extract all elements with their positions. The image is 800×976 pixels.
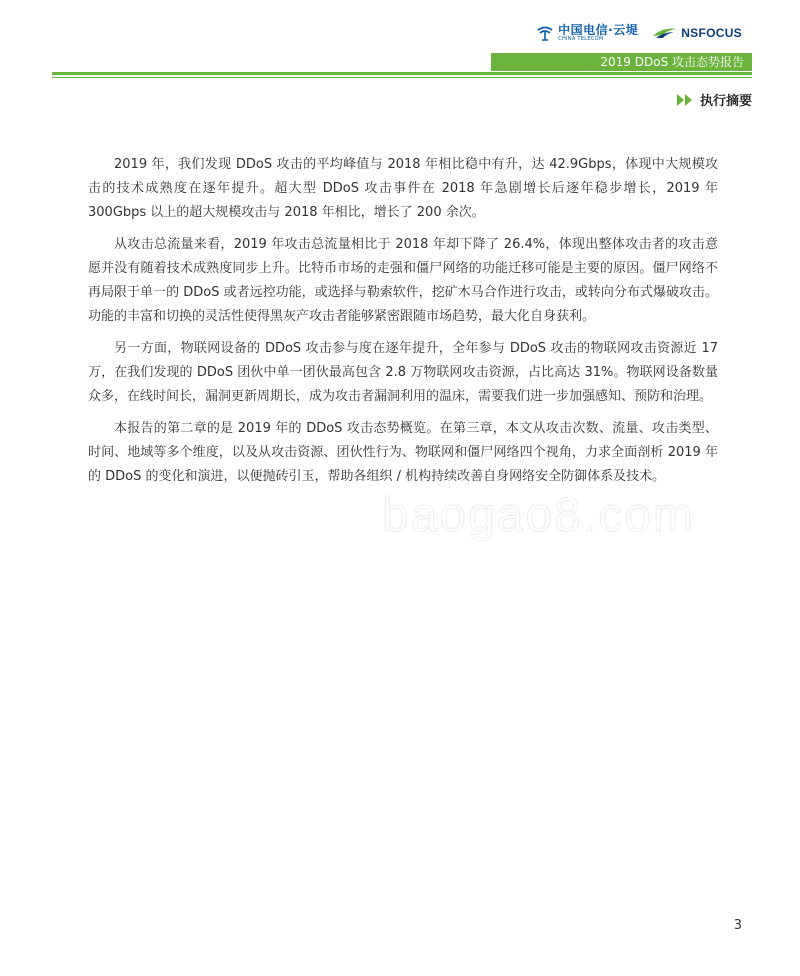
nsfocus-logo [652, 26, 742, 40]
summary-body [88, 153, 718, 497]
header-logos [536, 24, 742, 42]
paragraph-3: 另一方面，物联网设备的 DDoS 攻击参与度在逐年提升，全年参与 DDoS 攻击的物联网攻击资源近 17 万，在我们发现的 DDoS 团伙中单一团伙最高包含 2.8 万物联网攻击资源，占比高达 31%。物联网设备数量众多，在线时间长，漏洞更新周期长，成为攻击者漏洞利用的温床，需要我们进一步加强感知、预防和治理。 [88, 341, 718, 404]
report-title-bar: 2019 DDoS 攻击态势报告 [491, 53, 752, 71]
paragraph-2: 从攻击总流量来看，2019 年攻击总流量相比于 2018 年却下降了 26.4%，体现出整体攻击者的攻击意愿并没有随着技术成熟度同步上升。比特币市场的走强和僵尸网络的功能迁移可能是主要的原因。僵尸网络不再局限于单一的 DDoS 或者远控功能，或选择与勒索软件，挖矿木马合作进行攻击，或转向分布式爆破攻击。功能的丰富和切换的灵活性使得黑灰产攻击者能够紧密跟随市场趋势，最大化自身获利。 [88, 237, 718, 324]
watermark: baogao8.com [382, 489, 695, 542]
header-rule-thin [52, 77, 752, 78]
china-telecom-logo [536, 24, 638, 42]
section-heading [676, 90, 752, 109]
page-number: 3 [733, 918, 742, 933]
paragraph-4: 本报告的第二章的是 2019 年的 DDoS 攻击态势概览。在第三章，本文从攻击次数、流量、攻击类型、时间、地域等多个维度，以及从攻击资源、团伙性行为、物联网和僵尸网络四个视角，力求全面剖析 2019 年的 DDoS 的变化和演进，以便抛砖引玉，帮助各组织 / 机构持续改善自身网络安全防御体系及技术。 [88, 421, 718, 484]
section-title: 执行摘要 [699, 94, 752, 109]
paragraph-1: 2019 年，我们发现 DDoS 攻击的平均峰值与 2018 年相比稳中有升，达 42.9Gbps，体现中大规模攻击的技术成熟度在逐年提升。超大型 DDoS 攻击事件在 2018 年急剧增长后逐年稳步增长，2019 年 300Gbps 以上的超大规模攻击与 2018 年相比，增长了 200 余次。 [88, 157, 718, 220]
china-telecom-icon [536, 24, 554, 42]
nsfocus-name: NSFOCUS [681, 26, 742, 40]
header-rule-thick [52, 72, 752, 75]
nsfocus-wing-icon [652, 26, 678, 40]
china-telecom-english: CHINA TELECOM [558, 36, 604, 42]
china-telecom-name: 中国电信·云堤 [558, 23, 639, 37]
double-chevron-right-icon [676, 93, 694, 107]
